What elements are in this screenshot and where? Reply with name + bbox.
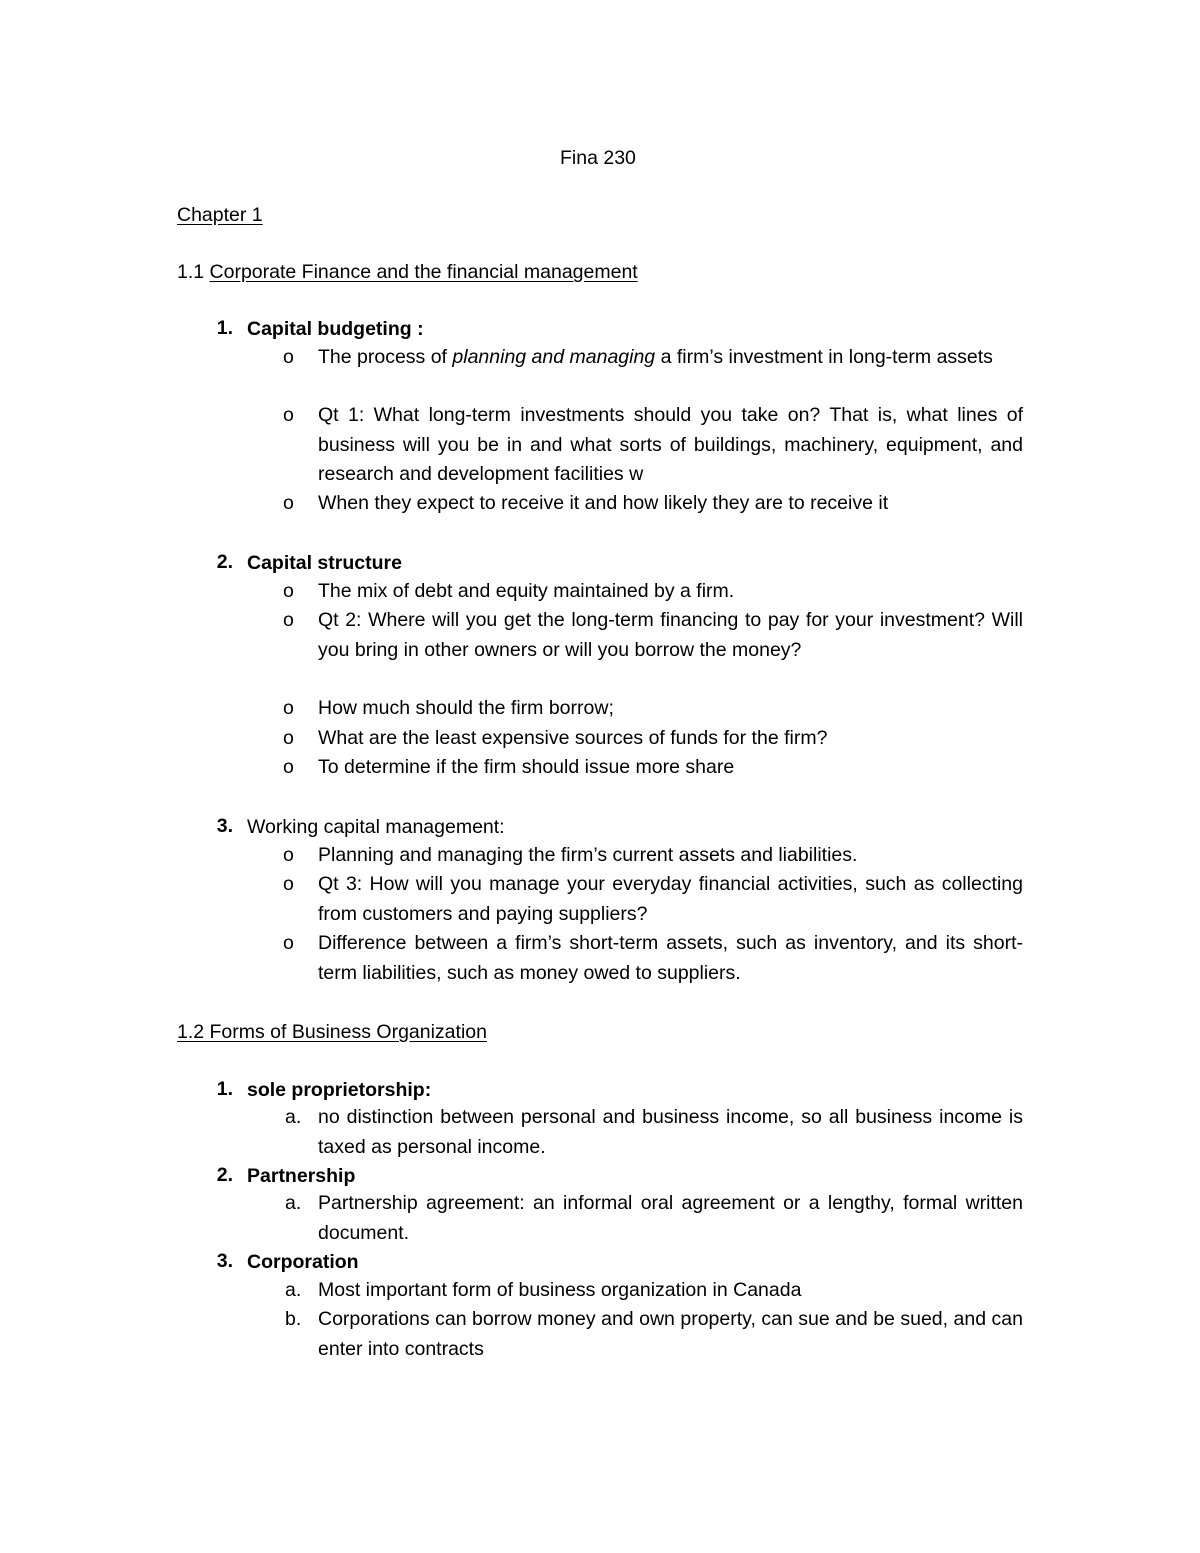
sub-item-marker: b. [285, 1308, 302, 1330]
list-number: 1. [216, 1078, 233, 1100]
section-1-title: Corporate Finance and the financial management [209, 261, 638, 283]
bullet-marker: o [283, 492, 294, 514]
document-title: Fina 230 [560, 147, 636, 169]
section-2-heading: 1.2 Forms of Business Organization [177, 1021, 487, 1043]
list-item: When they expect to receive it and how likely they are to receive it [318, 492, 889, 514]
bullet-marker: o [283, 580, 294, 602]
list-number: 2. [216, 1164, 233, 1186]
list-item: The mix of debt and equity maintained by a firm. [318, 580, 735, 602]
sub-list-item: Corporations can borrow money and own property, can sue and be sued, and can enter into contracts [318, 1308, 1023, 1360]
item-label-partnership: Partnership [247, 1165, 356, 1187]
bullet-marker: o [283, 844, 294, 866]
item-label-working-capital: Working capital management: [247, 816, 505, 838]
item-label-capital-budgeting: Capital budgeting : [247, 318, 424, 340]
section-1-heading [177, 260, 638, 284]
item-label-sole-proprietorship: sole proprietorship: [247, 1079, 432, 1101]
sub-item-marker: a. [285, 1279, 302, 1301]
bullet-marker: o [283, 727, 294, 749]
list-item: Difference between a firm’s short-term assets, such as inventory, and its short-term liabilities, such as money owed to suppliers. [318, 932, 1023, 984]
list-item: What are the least expensive sources of funds for the firm? [318, 727, 828, 749]
chapter-heading: Chapter 1 [177, 204, 263, 226]
list-item: How much should the firm borrow; [318, 697, 614, 719]
list-item: To determine if the firm should issue more share [318, 756, 735, 778]
list-item: Planning and managing the firm’s current assets and liabilities. [318, 844, 858, 866]
list-number: 2. [216, 551, 233, 573]
sub-list-item: Most important form of business organization in Canada [318, 1279, 802, 1301]
bullet-marker: o [283, 697, 294, 719]
list-number: 1. [216, 317, 233, 339]
bullet-marker: o [283, 873, 294, 895]
sub-list-item: Partnership agreement: an informal oral agreement or a lengthy, formal written document. [318, 1192, 1023, 1244]
bullet-marker: o [283, 756, 294, 778]
sub-item-marker: a. [285, 1192, 302, 1214]
sub-list-item: no distinction between personal and business income, so all business income is taxed as personal income. [318, 1106, 1023, 1158]
bullet-marker: o [283, 932, 294, 954]
item-label-corporation: Corporation [247, 1251, 359, 1273]
list-item: Qt 1: What long-term investments should you take on? That is, what lines of business will you be in and what sorts of buildings, machinery, equipment, and research and development facilities w [318, 404, 1023, 485]
list-number: 3. [216, 1250, 233, 1272]
item-label-capital-structure: Capital structure [247, 552, 402, 574]
list-number: 3. [216, 815, 233, 837]
list-item: The process of planning and managing a firm’s investment in long-term assets [318, 346, 993, 368]
bullet-marker: o [283, 609, 294, 631]
sub-item-marker: a. [285, 1106, 302, 1128]
bullet-marker: o [283, 346, 294, 368]
list-item: Qt 2: Where will you get the long-term financing to pay for your investment? Will you bring in other owners or will you borrow the money? [318, 609, 1023, 661]
bullet-marker: o [283, 404, 294, 426]
section-1-number: 1.1 [177, 261, 205, 283]
list-item: Qt 3: How will you manage your everyday financial activities, such as collecting from customers and paying suppliers? [318, 873, 1023, 925]
